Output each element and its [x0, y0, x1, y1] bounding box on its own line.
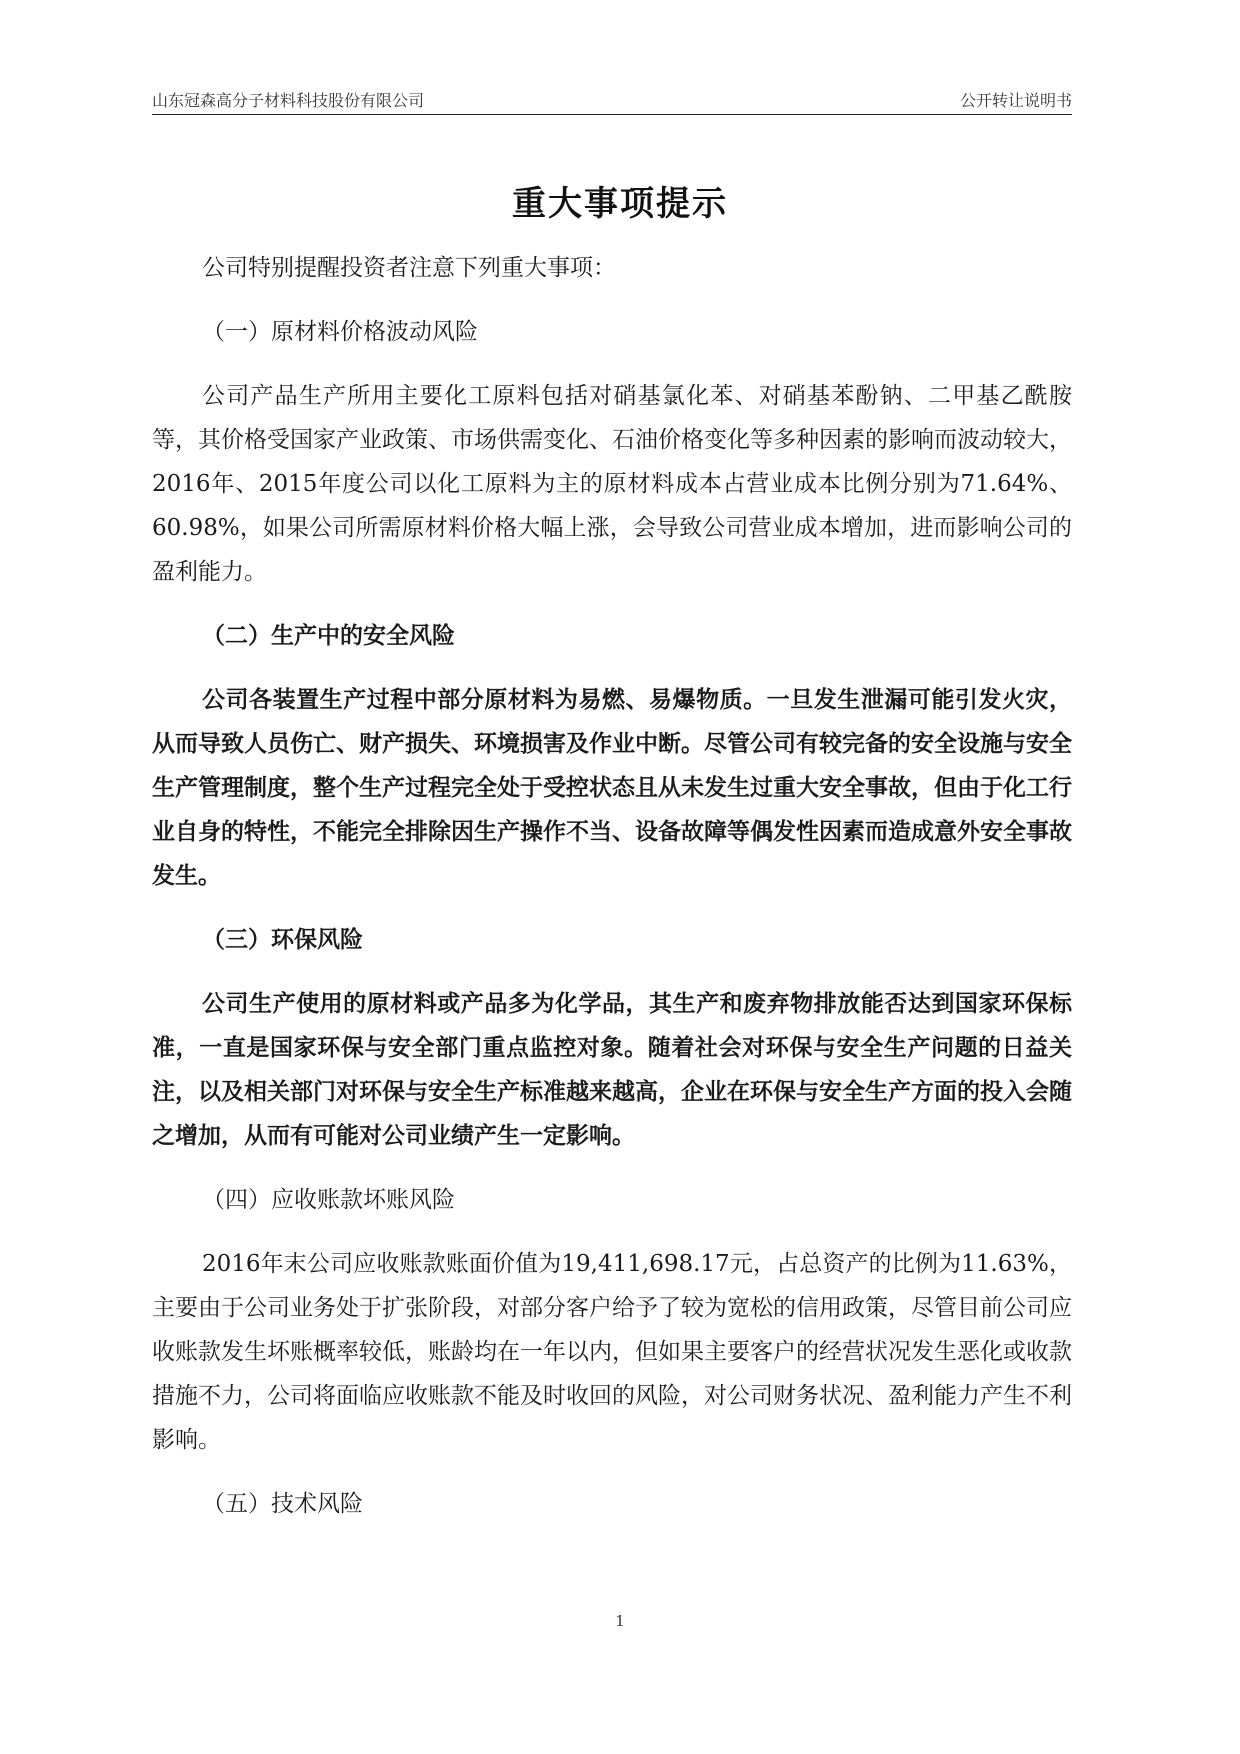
section-heading-raw-material-risk: （一）原材料价格波动风险: [202, 319, 478, 345]
intro-paragraph: 公司特别提醒投资者注意下列重大事项：: [202, 255, 616, 281]
page-number: 1: [615, 1612, 625, 1630]
section-body-production-safety-risk: 公司各装置生产过程中部分原材料为易燃、易爆物质。一旦发生泄漏可能引发火灾，从而导致人员伤亡、财产损失、环境损害及作业中断。尽管公司有较完备的安全设施与安全生产管理制度，整个生产过程完全处于受控状态且从未发生过重大安全事故，但由于化工行业自身的特性，不能完全排除因生产操作不当、设备故障等偶发性因素而造成意外安全事故发生。: [152, 686, 1072, 889]
section-body-environmental-risk: 公司生产使用的原材料或产品多为化学品，其生产和废弃物排放能否达到国家环保标准，一直是国家环保与安全部门重点监控对象。随着社会对环保与安全生产问题的日益关注，以及相关部门对环保与安全生产标准越来越高，企业在环保与安全生产方面的投入会随之增加，从而有可能对公司业绩产生一定影响。: [152, 990, 1072, 1149]
section-body-receivables-risk: 2016年末公司应收账款账面价值为19,411,698.17元，占总资产的比例为11.63%，主要由于公司业务处于扩张阶段，对部分客户给予了较为宽松的信用政策，尽管目前公司应收账款发生坏账概率较低，账龄均在一年以内，但如果主要客户的经营状况发生恶化或收款措施不力，公司将面临应收账款不能及时收回的风险，对公司财务状况、盈利能力产生不利影响。: [152, 1251, 1072, 1453]
section-heading-environmental-risk: （三）环保风险: [202, 926, 363, 953]
section-body-raw-material-risk: 公司产品生产所用主要化工原料包括对硝基氯化苯、对硝基苯酚钠、二甲基乙酰胺等，其价格受国家产业政策、市场供需变化、石油价格变化等多种因素的影响而波动较大，2016年、2015年度公司以化工原料为主的原材料成本占营业成本比例分别为71.64%、60.98%，如果公司所需原材料价格大幅上涨，会导致公司营业成本增加，进而影响公司的盈利能力。: [152, 383, 1072, 585]
section-heading-receivables-risk: （四）应收账款坏账风险: [202, 1187, 455, 1213]
page-header: [152, 86, 1072, 115]
page-title: 重大事项提示: [512, 184, 728, 224]
header-company-name: 山东冠森高分子材料科技股份有限公司: [152, 91, 425, 110]
section-heading-production-safety-risk: （二）生产中的安全风险: [202, 622, 455, 649]
section-heading-technology-risk: （五）技术风险: [202, 1491, 363, 1517]
header-document-type: 公开转让说明书: [959, 91, 1072, 110]
document-body: [152, 246, 1072, 1526]
